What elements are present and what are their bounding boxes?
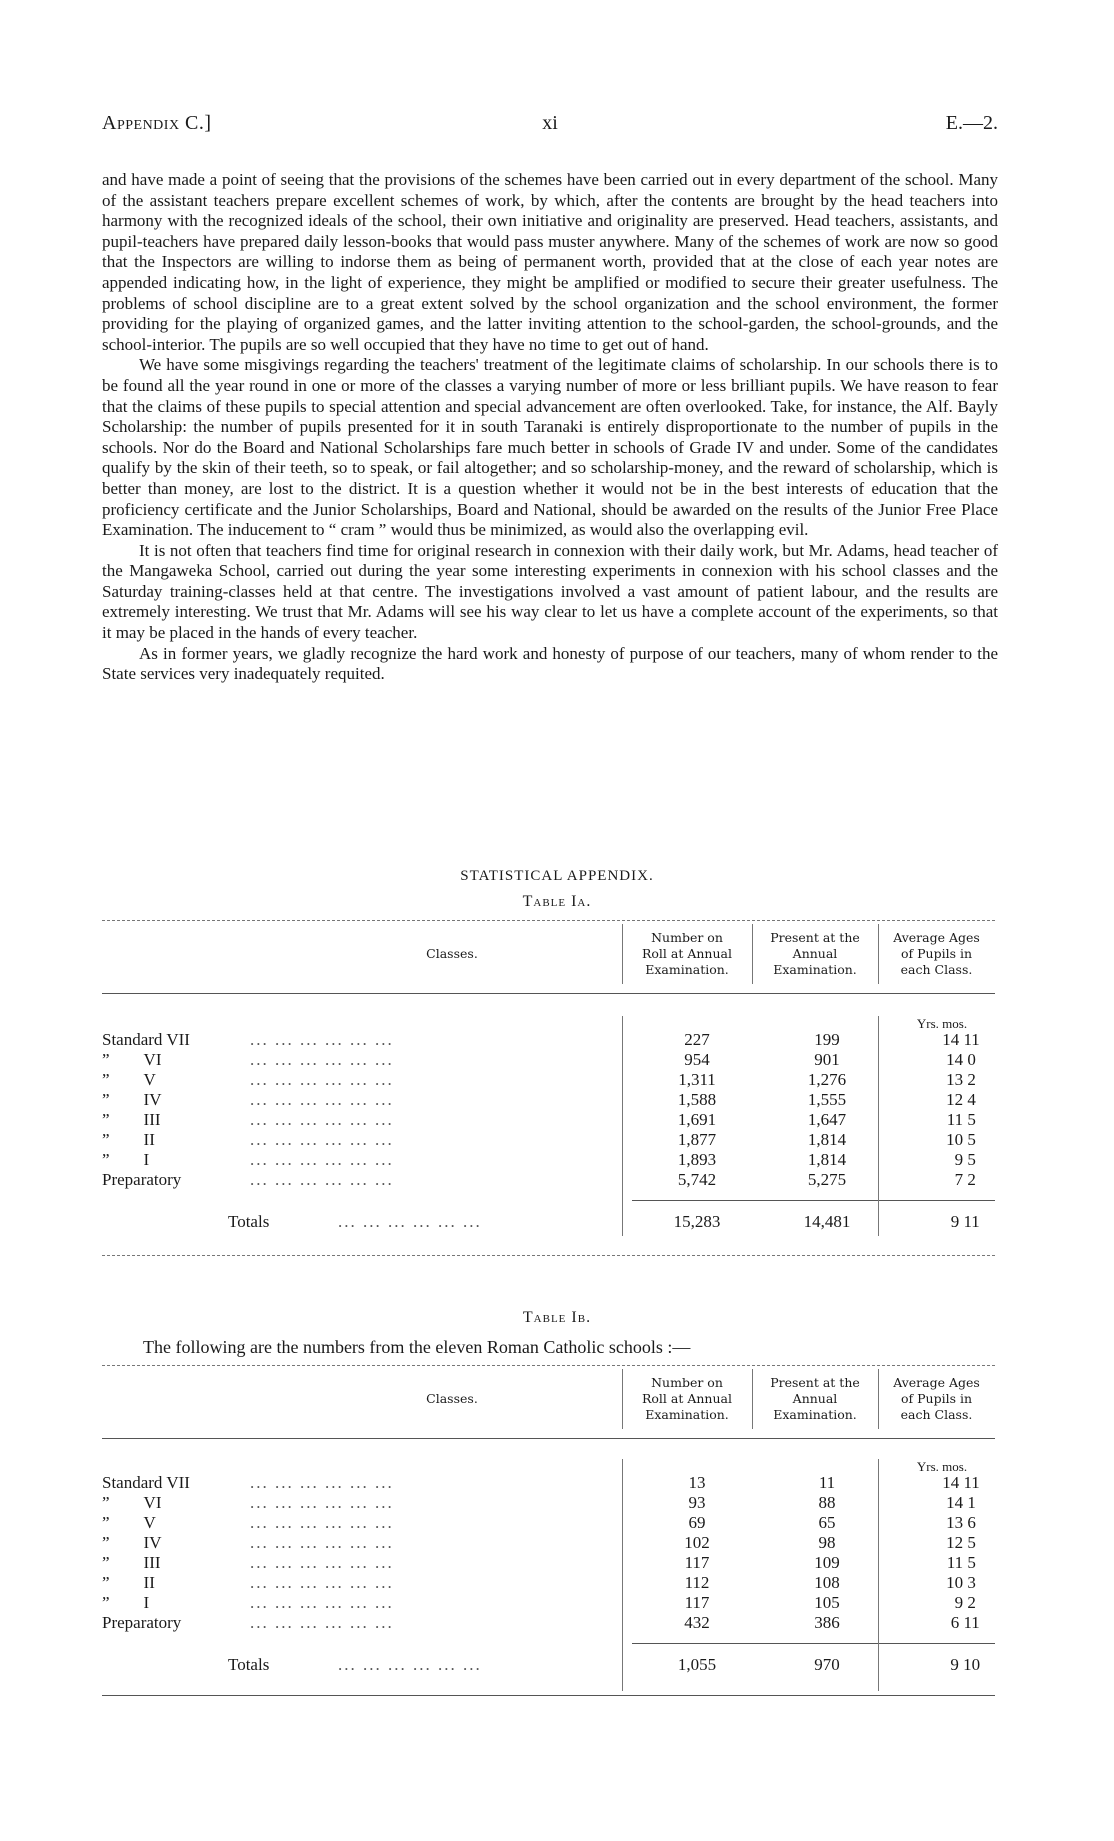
roll-value: 5,742 — [677, 1170, 717, 1189]
units-label: Yrs. mos. — [916, 1016, 968, 1031]
leader-dots: ... ... ... ... ... ... — [338, 1655, 482, 1674]
age-value — [892, 1070, 992, 1090]
ditto-mark: ” — [102, 1513, 110, 1532]
table-rule — [102, 1695, 995, 1696]
class-label — [102, 1553, 161, 1573]
table-row — [102, 1130, 995, 1150]
class-label — [102, 1130, 155, 1150]
leader-dots: ... ... ... ... ... ... — [250, 1553, 394, 1572]
age-years: 6 — [950, 1613, 960, 1632]
age-years: 7 — [954, 1170, 964, 1189]
roll-value: 227 — [684, 1030, 710, 1049]
roll-value: 954 — [684, 1050, 710, 1069]
age-months: 4 — [967, 1090, 976, 1109]
header-roll — [622, 930, 752, 978]
table-row — [102, 1573, 995, 1593]
present-value: 199 — [814, 1030, 840, 1049]
roll-value: 112 — [684, 1573, 710, 1592]
age-years: 13 — [946, 1513, 964, 1532]
class-numeral: IV — [143, 1090, 162, 1109]
table-rule — [102, 1438, 995, 1439]
age-years: 13 — [946, 1070, 964, 1089]
age-years: 9 — [950, 1212, 960, 1231]
age-value — [892, 1150, 992, 1170]
roll-value: 69 — [688, 1513, 706, 1532]
header-present — [752, 1375, 878, 1423]
roll-value: 1,893 — [677, 1150, 717, 1169]
age-months: 11 — [963, 1613, 980, 1632]
class-numeral: V — [143, 1513, 156, 1532]
age-years: 14 — [942, 1030, 960, 1049]
age-value — [892, 1533, 992, 1553]
age-months: 5 — [967, 1130, 976, 1149]
class-label — [102, 1070, 156, 1090]
age-value — [892, 1553, 992, 1573]
class-label: Preparatory — [102, 1170, 182, 1189]
table-row — [102, 1473, 995, 1493]
column-divider — [878, 1016, 879, 1236]
roll-value: 93 — [688, 1493, 706, 1512]
age-months: 10 — [963, 1655, 981, 1674]
class-label: Standard VII — [102, 1473, 190, 1492]
present-value: 1,814 — [807, 1130, 847, 1149]
age-months: 5 — [967, 1533, 976, 1552]
header-present — [752, 930, 878, 978]
ditto-mark: ” — [102, 1150, 110, 1169]
ditto-mark: ” — [102, 1593, 110, 1612]
table-row — [102, 1070, 995, 1090]
leader-dots: ... ... ... ... ... ... — [250, 1090, 394, 1109]
age-months: 5 — [967, 1110, 976, 1129]
roll-total: 15,283 — [673, 1212, 721, 1231]
header-line: Examination. — [645, 1407, 729, 1422]
table-row — [102, 1513, 995, 1533]
table-rule — [102, 1365, 995, 1366]
leader-dots: ... ... ... ... ... ... — [338, 1212, 482, 1231]
leader-dots: ... ... ... ... ... ... — [250, 1613, 394, 1632]
leader-dots: ... ... ... ... ... ... — [250, 1050, 394, 1069]
present-value: 98 — [818, 1533, 836, 1552]
roll-value: 1,588 — [677, 1090, 717, 1109]
roll-value: 1,311 — [678, 1070, 716, 1089]
totals-label: Totals — [228, 1212, 270, 1231]
age-total — [892, 1655, 992, 1675]
table-row — [102, 1553, 995, 1573]
age-value — [892, 1170, 992, 1190]
present-value: 1,555 — [807, 1090, 847, 1109]
header-classes: Classes. — [426, 946, 478, 961]
totals-row — [102, 1212, 995, 1232]
ditto-mark: ” — [102, 1533, 110, 1552]
paragraph: and have made a point of seeing that the provisions of the schemes have been carried out in every department of the school. Many of the assistant teachers prepare excellent schemes of work, by which, after the contents are brought by the head teachers into harmony with the recognized ideals of the school, their own initiative and originality are preserved. Head teachers, assistants, and pupil-teachers have prepared daily lesson-books that would pass muster anywhere. Many of the schemes of work are now so good that the Inspectors are willing to indorse them as being of permanent worth, provided that at the close of each year notes are appended indicating how, in the light of experience, they might be amplified or modified to secure their greater usefulness. The problems of school discipline are to a great extent solved by the school organization and the school environment, the former providing for the playing of organized games, and the latter inviting attention to the school-garden, the school-grounds, and the school-interior. The pupils are so well occupied that they have no time to get out of hand. — [102, 170, 998, 354]
roll-value: 432 — [684, 1613, 710, 1632]
age-value — [892, 1613, 992, 1633]
appendix-title: STATISTICAL APPENDIX. — [460, 868, 654, 884]
present-value: 1,647 — [807, 1110, 847, 1129]
table-row — [102, 1090, 995, 1110]
header-line: Examination. — [773, 1407, 857, 1422]
total-rule — [632, 1200, 995, 1201]
header-line: Annual — [792, 946, 838, 961]
age-months: 11 — [963, 1212, 980, 1231]
class-numeral: I — [143, 1150, 150, 1169]
leader-dots: ... ... ... ... ... ... — [250, 1493, 394, 1512]
age-months: 1 — [967, 1493, 976, 1512]
ditto-mark: ” — [102, 1553, 110, 1572]
class-numeral: VI — [143, 1050, 162, 1069]
header-line: Number on — [651, 1375, 723, 1390]
leader-dots: ... ... ... ... ... ... — [250, 1593, 394, 1612]
roll-value: 117 — [684, 1553, 710, 1572]
roll-value: 117 — [684, 1593, 710, 1612]
totals-row — [102, 1655, 995, 1675]
class-numeral: I — [143, 1593, 150, 1612]
present-value: 5,275 — [807, 1170, 847, 1189]
age-months: 2 — [967, 1593, 976, 1612]
paragraph: We have some misgivings regarding the teachers' treatment of the legitimate claims of scholarship. In our schools there is to be found all the year round in one or more of the classes a varying number of more or less brilliant pupils. We have reason to fear that the claims of these pupils to special attention and special advancement are often overlooked. Take, for instance, the Alf. Bayly Scholarship: the number of pupils presented for it in south Taranaki is entirely disproportionate to the number of pupils in the schools. Nor do the Board and National Scholarships fare much better in schools of Grade IV and under. Some of the candidates qualify by the skin of their teeth, so to speak, or fail altogether; and so scholarship-money, and the reward of scholarship, which is better than money, are lost to the district. It is a question whether it would not be in the best interests of education that the proficiency certificate and the Junior Scholarships, Board and National, should be awarded on the results of the Junior Free Place Examination. The inducement to “ cram ” would thus be minimized, as would also the overlapping evil. — [102, 355, 998, 540]
header-line: of Pupils in — [900, 946, 973, 961]
column-divider — [878, 1459, 879, 1691]
age-value — [892, 1110, 992, 1130]
leader-dots: ... ... ... ... ... ... — [250, 1070, 394, 1089]
leader-dots: ... ... ... ... ... ... — [250, 1130, 394, 1149]
table-row — [102, 1613, 995, 1633]
class-label — [102, 1493, 162, 1513]
age-years: 10 — [946, 1130, 964, 1149]
header-line: Average Ages — [893, 1375, 980, 1390]
table-ib — [102, 1365, 995, 1745]
header-appendix: Appendix C.] — [102, 112, 212, 134]
header-line: each Class. — [900, 962, 973, 977]
present-total: 14,481 — [803, 1212, 851, 1231]
present-value: 105 — [814, 1593, 840, 1612]
class-numeral: V — [143, 1070, 156, 1089]
table-row — [102, 1493, 995, 1513]
ditto-mark: ” — [102, 1050, 110, 1069]
class-label — [102, 1110, 161, 1130]
present-value: 108 — [814, 1573, 840, 1592]
roll-value: 102 — [684, 1533, 710, 1552]
age-months: 0 — [967, 1050, 976, 1069]
header-ages — [878, 930, 995, 978]
header-line: Present at the — [770, 1375, 860, 1390]
table-ia — [102, 920, 995, 1310]
present-total: 970 — [814, 1655, 840, 1674]
paragraph: It is not often that teachers find time for original research in connexion with their daily work, but Mr. Adams, head teacher of the Mangaweka School, carried out during the year some interesting experiments in connexion with his school classes and the Saturday training-classes held at that centre. The investigations involved a vast amount of patient labour, and the results are extremely interesting. We trust that Mr. Adams will see his way clear to let us have a complete account of the experiments, so that it may be placed in the hands of every teacher. — [102, 540, 998, 643]
table-b-title: Table Ib. — [522, 1309, 592, 1326]
present-value: 1,814 — [807, 1150, 847, 1169]
units-label: Yrs. mos. — [916, 1459, 968, 1474]
totals-label: Totals — [228, 1655, 270, 1674]
age-months: 11 — [963, 1030, 980, 1049]
header-line: Roll at Annual — [642, 1391, 732, 1406]
age-months: 6 — [967, 1513, 976, 1532]
table-rule — [102, 920, 995, 921]
class-numeral: IV — [143, 1533, 162, 1552]
leader-dots: ... ... ... ... ... ... — [250, 1473, 394, 1492]
present-value: 1,276 — [807, 1070, 847, 1089]
ditto-mark: ” — [102, 1090, 110, 1109]
leader-dots: ... ... ... ... ... ... — [250, 1110, 394, 1129]
roll-value: 1,691 — [677, 1110, 717, 1129]
leader-dots: ... ... ... ... ... ... — [250, 1533, 394, 1552]
header-line: Average Ages — [893, 930, 980, 945]
age-years: 9 — [950, 1655, 959, 1674]
age-years: 9 — [954, 1150, 964, 1169]
table-row — [102, 1170, 995, 1190]
age-months: 2 — [967, 1070, 976, 1089]
header-page-number: xi — [542, 112, 558, 134]
body-text — [102, 170, 998, 685]
class-label — [102, 1573, 155, 1593]
header-line: Examination. — [773, 962, 857, 977]
ditto-mark: ” — [102, 1130, 110, 1149]
header-reference: E.—2. — [945, 112, 998, 134]
class-numeral: II — [143, 1130, 155, 1149]
age-value — [892, 1573, 992, 1593]
age-years: 11 — [946, 1110, 964, 1129]
header-line: each Class. — [900, 1407, 973, 1422]
table-row — [102, 1533, 995, 1553]
class-label: Preparatory — [102, 1613, 182, 1632]
ditto-mark: ” — [102, 1493, 110, 1512]
age-value — [892, 1090, 992, 1110]
leader-dots: ... ... ... ... ... ... — [250, 1573, 394, 1592]
leader-dots: ... ... ... ... ... ... — [250, 1170, 394, 1189]
class-label: Standard VII — [102, 1030, 190, 1049]
leader-dots: ... ... ... ... ... ... — [250, 1513, 394, 1532]
present-value: 11 — [818, 1473, 836, 1492]
present-value: 901 — [814, 1050, 840, 1069]
header-line: of Pupils in — [900, 1391, 973, 1406]
age-years: 9 — [954, 1593, 964, 1612]
age-years: 12 — [946, 1533, 964, 1552]
present-value: 386 — [814, 1613, 840, 1632]
table-a-title: Table Ia. — [522, 893, 592, 910]
header-roll — [622, 1375, 752, 1423]
age-value — [892, 1030, 992, 1050]
ditto-mark: ” — [102, 1070, 110, 1089]
table-rule — [102, 1255, 995, 1256]
age-years: 11 — [946, 1553, 964, 1572]
age-months: 5 — [967, 1553, 976, 1572]
age-years: 14 — [942, 1473, 960, 1492]
class-label — [102, 1150, 149, 1170]
present-value: 109 — [814, 1553, 840, 1572]
table-rule — [102, 993, 995, 994]
age-months: 2 — [967, 1170, 976, 1189]
ditto-mark: ” — [102, 1110, 110, 1129]
column-divider — [622, 1459, 623, 1691]
class-numeral: III — [143, 1110, 161, 1129]
age-years: 10 — [946, 1573, 964, 1592]
age-value — [892, 1130, 992, 1150]
column-divider — [622, 1016, 623, 1236]
age-months: 11 — [963, 1473, 980, 1492]
age-value — [892, 1513, 992, 1533]
ditto-mark: ” — [102, 1573, 110, 1592]
header-line: Examination. — [645, 962, 729, 977]
header-ages — [878, 1375, 995, 1423]
page-header — [102, 112, 998, 142]
age-total — [892, 1212, 992, 1232]
header-line: Present at the — [770, 930, 860, 945]
header-line: Annual — [792, 1391, 838, 1406]
leader-dots: ... ... ... ... ... ... — [250, 1150, 394, 1169]
class-numeral: VI — [143, 1493, 162, 1512]
class-label — [102, 1513, 156, 1533]
age-years: 14 — [946, 1050, 964, 1069]
table-row — [102, 1150, 995, 1170]
table-row — [102, 1030, 995, 1050]
age-months: 3 — [967, 1573, 976, 1592]
age-value — [892, 1050, 992, 1070]
age-value — [892, 1493, 992, 1513]
present-value: 65 — [818, 1513, 836, 1532]
class-label — [102, 1090, 162, 1110]
header-line: Roll at Annual — [642, 946, 732, 961]
table-row — [102, 1050, 995, 1070]
table-row — [102, 1110, 995, 1130]
class-numeral: II — [143, 1573, 155, 1592]
class-label — [102, 1593, 149, 1613]
age-value — [892, 1473, 992, 1493]
header-classes: Classes. — [426, 1391, 478, 1406]
class-label — [102, 1050, 162, 1070]
paragraph: As in former years, we gladly recognize the hard work and honesty of purpose of our teachers, many of whom render to the State services very inadequately requited. — [102, 643, 998, 684]
age-months: 5 — [967, 1150, 976, 1169]
header-line: Number on — [651, 930, 723, 945]
table-b-intro: The following are the numbers from the eleven Roman Catholic schools :— — [143, 1337, 691, 1357]
age-years: 12 — [946, 1090, 964, 1109]
roll-total: 1,055 — [677, 1655, 717, 1674]
present-value: 88 — [818, 1493, 836, 1512]
total-rule — [632, 1643, 995, 1644]
roll-value: 1,877 — [677, 1130, 717, 1149]
age-years: 14 — [946, 1493, 964, 1512]
table-row — [102, 1593, 995, 1613]
class-label — [102, 1533, 162, 1553]
class-numeral: III — [143, 1553, 161, 1572]
roll-value: 13 — [688, 1473, 706, 1492]
leader-dots: ... ... ... ... ... ... — [250, 1030, 394, 1049]
age-value — [892, 1593, 992, 1613]
